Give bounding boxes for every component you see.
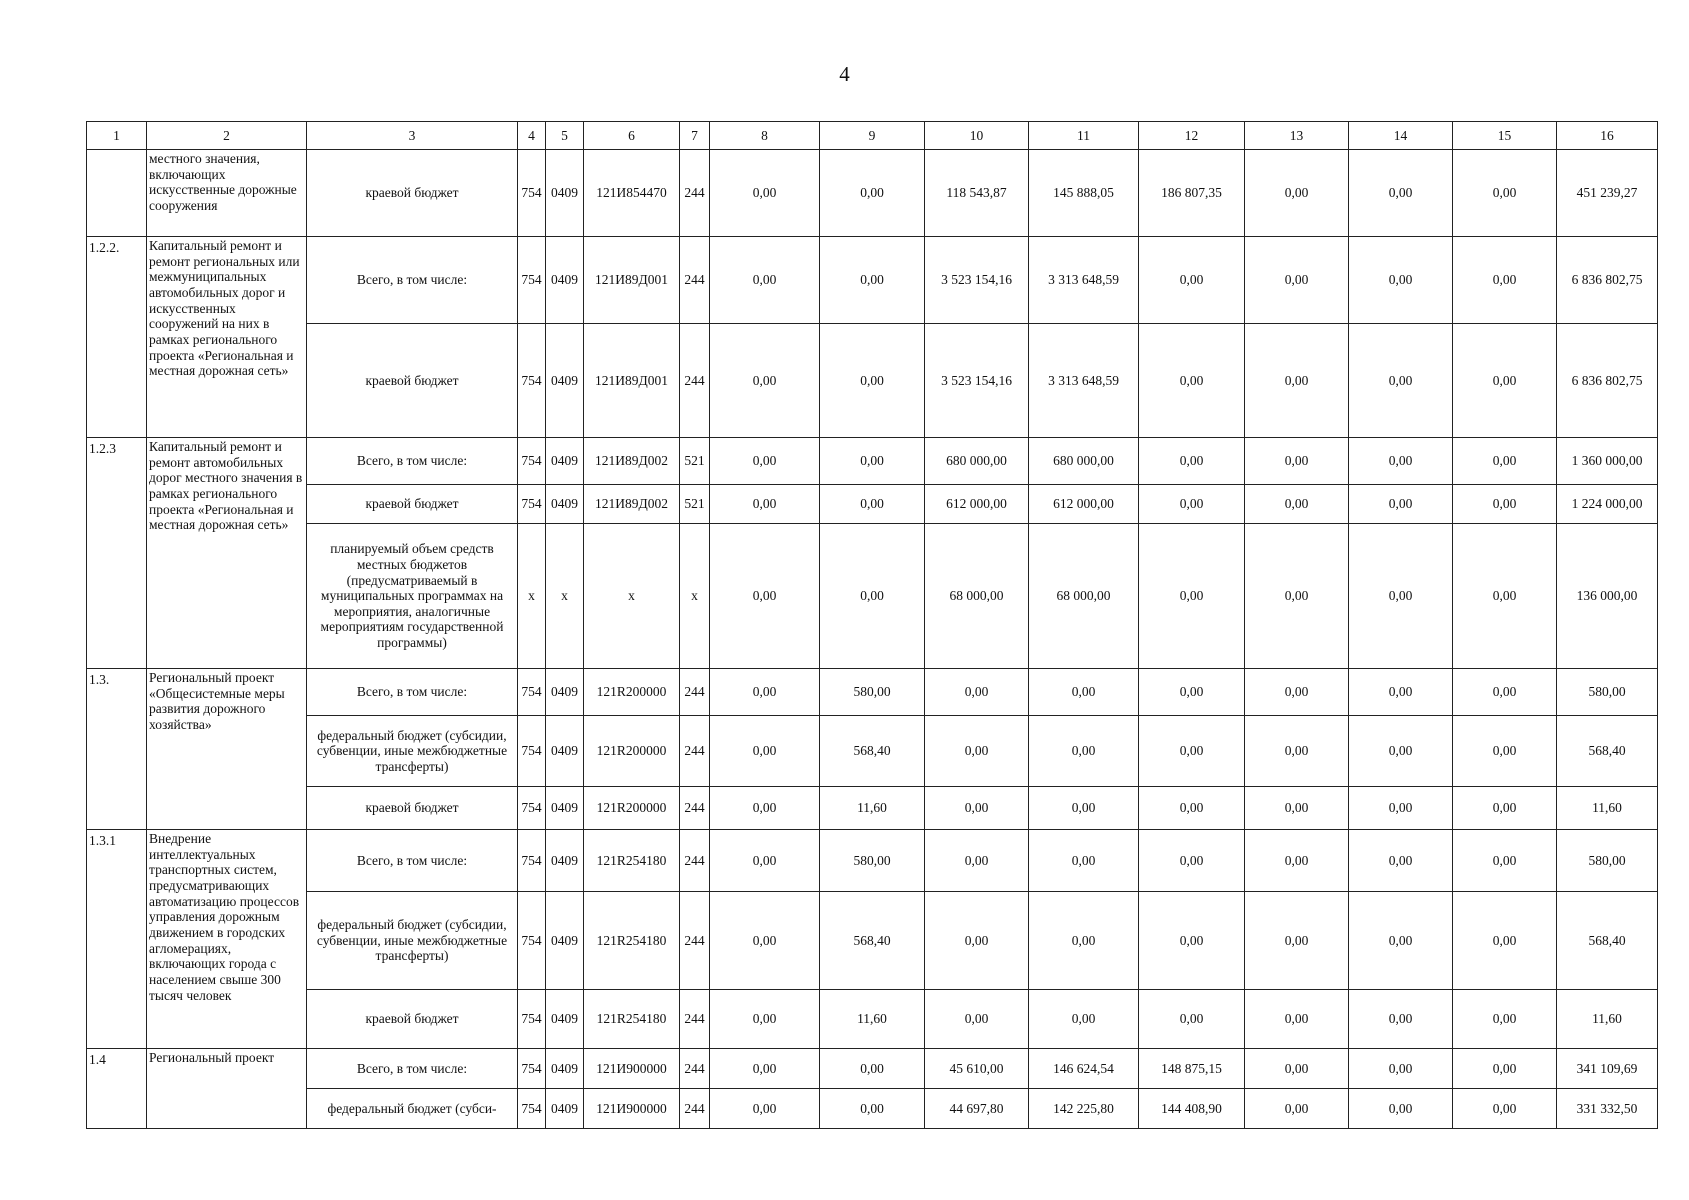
amount-cell: 0,00 [710, 892, 820, 990]
code-expense: 521 [680, 485, 710, 524]
page-number: 4 [839, 62, 850, 86]
code-expense: 244 [680, 787, 710, 830]
header-cell-6: 6 [584, 122, 680, 150]
code-admin: 754 [518, 237, 546, 324]
amount-cell: 0,00 [1029, 892, 1139, 990]
table-row [87, 892, 1658, 990]
amount-cell: 0,00 [1349, 716, 1453, 787]
amount-cell: 0,00 [1349, 669, 1453, 716]
code-expense: 244 [680, 716, 710, 787]
amount-cell: 148 875,15 [1139, 1049, 1245, 1089]
amount-cell: 0,00 [1139, 787, 1245, 830]
amount-cell: 0,00 [1245, 1089, 1349, 1129]
amount-cell: 0,00 [1245, 716, 1349, 787]
code-target: 121R254180 [584, 892, 680, 990]
amount-cell: 0,00 [820, 1089, 925, 1129]
amount-cell: 0,00 [1349, 892, 1453, 990]
code-admin: 754 [518, 150, 546, 237]
code-expense: 244 [680, 892, 710, 990]
funding-source: краевой бюджет [307, 990, 518, 1049]
code-section: 0409 [546, 716, 584, 787]
header-cell-1: 1 [87, 122, 147, 150]
code-section: 0409 [546, 892, 584, 990]
code-section: 0409 [546, 438, 584, 485]
header-cell-11: 11 [1029, 122, 1139, 150]
item-name: Капитальный ремонт и ремонт автомобильных дорог местного значения в рамках регионального проекта «Региональная и местная дорожная сеть» [147, 438, 307, 669]
table-row [87, 324, 1658, 438]
item-number: 1.4 [87, 1049, 147, 1129]
code-target: x [584, 524, 680, 669]
amount-cell: 0,00 [1453, 324, 1557, 438]
code-admin: 754 [518, 324, 546, 438]
amount-cell: 0,00 [710, 669, 820, 716]
amount-cell: 568,40 [820, 892, 925, 990]
item-number: 1.3.1 [87, 830, 147, 1049]
code-expense: 244 [680, 1089, 710, 1129]
table-row [87, 716, 1658, 787]
code-expense: 244 [680, 324, 710, 438]
amount-cell: 0,00 [1245, 438, 1349, 485]
amount-cell: 0,00 [1245, 324, 1349, 438]
amount-cell: 0,00 [1349, 150, 1453, 237]
amount-cell: 0,00 [1139, 990, 1245, 1049]
amount-cell: 451 239,27 [1557, 150, 1658, 237]
header-cell-7: 7 [680, 122, 710, 150]
amount-cell: 6 836 802,75 [1557, 237, 1658, 324]
amount-cell: 0,00 [925, 716, 1029, 787]
amount-cell: 0,00 [1453, 150, 1557, 237]
table-row [87, 830, 1658, 892]
amount-cell: 612 000,00 [925, 485, 1029, 524]
amount-cell: 0,00 [1349, 237, 1453, 324]
item-name: местного значения, включающих искусственные дорожные сооружения [147, 150, 307, 237]
amount-cell: 1 360 000,00 [1557, 438, 1658, 485]
amount-cell: 680 000,00 [925, 438, 1029, 485]
code-target: 121И900000 [584, 1089, 680, 1129]
amount-cell: 0,00 [1453, 669, 1557, 716]
header-cell-13: 13 [1245, 122, 1349, 150]
amount-cell: 186 807,35 [1139, 150, 1245, 237]
amount-cell: 0,00 [710, 716, 820, 787]
item-number: 1.2.3 [87, 438, 147, 669]
amount-cell: 0,00 [1453, 438, 1557, 485]
amount-cell: 0,00 [1139, 485, 1245, 524]
amount-cell: 0,00 [1453, 1089, 1557, 1129]
amount-cell: 0,00 [1453, 237, 1557, 324]
amount-cell: 68 000,00 [925, 524, 1029, 669]
code-target: 121И89Д001 [584, 237, 680, 324]
code-admin: 754 [518, 892, 546, 990]
amount-cell: 331 332,50 [1557, 1089, 1658, 1129]
code-section: 0409 [546, 830, 584, 892]
table-row [87, 438, 1658, 485]
amount-cell: 0,00 [710, 990, 820, 1049]
amount-cell: 0,00 [710, 1049, 820, 1089]
code-target: 121R254180 [584, 830, 680, 892]
header-cell-15: 15 [1453, 122, 1557, 150]
amount-cell: 0,00 [1139, 830, 1245, 892]
amount-cell: 0,00 [1139, 892, 1245, 990]
amount-cell: 11,60 [1557, 990, 1658, 1049]
amount-cell: 0,00 [925, 990, 1029, 1049]
funding-source: планируемый объем средств местных бюджетов (предусматриваемый в муниципальных программах на мероприятия, аналогичные мероприятиям государственной программы) [307, 524, 518, 669]
header-row [87, 122, 1658, 150]
amount-cell: 144 408,90 [1139, 1089, 1245, 1129]
code-section: 0409 [546, 787, 584, 830]
code-admin: 754 [518, 830, 546, 892]
header-cell-12: 12 [1139, 122, 1245, 150]
table-row [87, 1089, 1658, 1129]
amount-cell: 0,00 [820, 237, 925, 324]
amount-cell: 0,00 [1349, 1049, 1453, 1089]
amount-cell: 0,00 [1349, 485, 1453, 524]
amount-cell: 0,00 [1349, 438, 1453, 485]
code-section: x [546, 524, 584, 669]
code-section: 0409 [546, 1089, 584, 1129]
amount-cell: 0,00 [1453, 892, 1557, 990]
header-cell-8: 8 [710, 122, 820, 150]
amount-cell: 580,00 [1557, 830, 1658, 892]
amount-cell: 680 000,00 [1029, 438, 1139, 485]
item-number: 1.3. [87, 669, 147, 830]
amount-cell: 0,00 [1245, 669, 1349, 716]
amount-cell: 0,00 [1245, 1049, 1349, 1089]
amount-cell: 0,00 [710, 324, 820, 438]
funding-source: краевой бюджет [307, 150, 518, 237]
funding-source: федеральный бюджет (субсидии, субвенции, иные межбюджетные трансферты) [307, 892, 518, 990]
amount-cell: 0,00 [820, 150, 925, 237]
code-expense: 244 [680, 990, 710, 1049]
amount-cell: 44 697,80 [925, 1089, 1029, 1129]
amount-cell: 0,00 [1245, 524, 1349, 669]
amount-cell: 136 000,00 [1557, 524, 1658, 669]
amount-cell: 0,00 [1245, 787, 1349, 830]
code-section: 0409 [546, 237, 584, 324]
code-expense: 244 [680, 830, 710, 892]
header-cell-16: 16 [1557, 122, 1658, 150]
amount-cell: 0,00 [1245, 892, 1349, 990]
amount-cell: 0,00 [710, 787, 820, 830]
code-target: 121R200000 [584, 787, 680, 830]
amount-cell: 0,00 [1349, 524, 1453, 669]
amount-cell: 142 225,80 [1029, 1089, 1139, 1129]
amount-cell: 0,00 [710, 1089, 820, 1129]
code-admin: x [518, 524, 546, 669]
funding-source: федеральный бюджет (субсидии, субвенции, иные межбюджетные трансферты) [307, 716, 518, 787]
funding-source: Всего, в том числе: [307, 237, 518, 324]
amount-cell: 0,00 [1245, 990, 1349, 1049]
code-section: 0409 [546, 324, 584, 438]
amount-cell: 0,00 [1029, 830, 1139, 892]
amount-cell: 0,00 [1453, 716, 1557, 787]
amount-cell: 0,00 [1139, 438, 1245, 485]
code-expense: 244 [680, 237, 710, 324]
amount-cell: 0,00 [1453, 524, 1557, 669]
code-admin: 754 [518, 716, 546, 787]
amount-cell: 118 543,87 [925, 150, 1029, 237]
amount-cell: 0,00 [925, 787, 1029, 830]
amount-cell: 0,00 [1139, 324, 1245, 438]
header-cell-10: 10 [925, 122, 1029, 150]
item-number [87, 150, 147, 237]
amount-cell: 0,00 [1349, 787, 1453, 830]
table-row [87, 787, 1658, 830]
amount-cell: 0,00 [1029, 669, 1139, 716]
code-admin: 754 [518, 1049, 546, 1089]
code-target: 121И89Д001 [584, 324, 680, 438]
code-section: 0409 [546, 485, 584, 524]
code-admin: 754 [518, 438, 546, 485]
amount-cell: 0,00 [925, 892, 1029, 990]
item-name: Внедрение интеллектуальных транспортных систем, предусматривающих автоматизацию процессов управления дорожным движением в городских агломерациях, включающих города с населением свыше 300 тысяч человек [147, 830, 307, 1049]
amount-cell: 3 523 154,16 [925, 237, 1029, 324]
code-target: 121И89Д002 [584, 485, 680, 524]
amount-cell: 0,00 [1139, 716, 1245, 787]
amount-cell: 612 000,00 [1029, 485, 1139, 524]
funding-source: Всего, в том числе: [307, 669, 518, 716]
amount-cell: 1 224 000,00 [1557, 485, 1658, 524]
amount-cell: 0,00 [1245, 237, 1349, 324]
amount-cell: 11,60 [1557, 787, 1658, 830]
funding-source: Всего, в том числе: [307, 830, 518, 892]
funding-source: краевой бюджет [307, 787, 518, 830]
code-expense: x [680, 524, 710, 669]
header-cell-9: 9 [820, 122, 925, 150]
code-admin: 754 [518, 669, 546, 716]
code-target: 121И854470 [584, 150, 680, 237]
header-cell-5: 5 [546, 122, 584, 150]
funding-source: федеральный бюджет (субси- [307, 1089, 518, 1129]
amount-cell: 0,00 [1349, 1089, 1453, 1129]
amount-cell: 0,00 [1453, 787, 1557, 830]
item-name: Капитальный ремонт и ремонт региональных или межмуниципальных автомобильных дорог и искусственных сооружений на них в рамках регионального проекта «Региональная и местная дорожная сеть» [147, 237, 307, 438]
code-admin: 754 [518, 990, 546, 1049]
table-row [87, 237, 1658, 324]
item-name: Региональный проект «Общесистемные меры развития дорожного хозяйства» [147, 669, 307, 830]
code-target: 121R254180 [584, 990, 680, 1049]
amount-cell: 0,00 [710, 438, 820, 485]
amount-cell: 0,00 [820, 485, 925, 524]
amount-cell: 0,00 [1029, 716, 1139, 787]
amount-cell: 68 000,00 [1029, 524, 1139, 669]
amount-cell: 11,60 [820, 787, 925, 830]
amount-cell: 0,00 [710, 485, 820, 524]
amount-cell: 11,60 [820, 990, 925, 1049]
amount-cell: 341 109,69 [1557, 1049, 1658, 1089]
funding-source: краевой бюджет [307, 324, 518, 438]
amount-cell: 0,00 [1245, 830, 1349, 892]
code-target: 121И900000 [584, 1049, 680, 1089]
funding-source: краевой бюджет [307, 485, 518, 524]
amount-cell: 568,40 [1557, 716, 1658, 787]
amount-cell: 580,00 [820, 669, 925, 716]
code-section: 0409 [546, 150, 584, 237]
header-cell-14: 14 [1349, 122, 1453, 150]
table-row [87, 990, 1658, 1049]
table-row [87, 669, 1658, 716]
amount-cell: 0,00 [1245, 150, 1349, 237]
amount-cell: 0,00 [1139, 669, 1245, 716]
table-row [87, 485, 1658, 524]
amount-cell: 145 888,05 [1029, 150, 1139, 237]
amount-cell: 0,00 [820, 438, 925, 485]
header-cell-2: 2 [147, 122, 307, 150]
amount-cell: 0,00 [1349, 324, 1453, 438]
code-section: 0409 [546, 990, 584, 1049]
code-target: 121И89Д002 [584, 438, 680, 485]
amount-cell: 0,00 [710, 150, 820, 237]
amount-cell: 580,00 [820, 830, 925, 892]
amount-cell: 3 523 154,16 [925, 324, 1029, 438]
item-name: Региональный проект [147, 1049, 307, 1129]
amount-cell: 0,00 [1245, 485, 1349, 524]
code-admin: 754 [518, 485, 546, 524]
funding-source: Всего, в том числе: [307, 1049, 518, 1089]
amount-cell: 0,00 [1029, 787, 1139, 830]
amount-cell: 568,40 [820, 716, 925, 787]
amount-cell: 0,00 [1453, 830, 1557, 892]
amount-cell: 0,00 [820, 1049, 925, 1089]
amount-cell: 0,00 [820, 324, 925, 438]
code-target: 121R200000 [584, 716, 680, 787]
amount-cell: 3 313 648,59 [1029, 324, 1139, 438]
code-expense: 521 [680, 438, 710, 485]
code-target: 121R200000 [584, 669, 680, 716]
amount-cell: 0,00 [1139, 524, 1245, 669]
code-section: 0409 [546, 1049, 584, 1089]
amount-cell: 0,00 [1349, 990, 1453, 1049]
code-admin: 754 [518, 787, 546, 830]
budget-table [86, 121, 1658, 1129]
item-number: 1.2.2. [87, 237, 147, 438]
amount-cell: 0,00 [820, 524, 925, 669]
code-expense: 244 [680, 150, 710, 237]
amount-cell: 0,00 [1029, 990, 1139, 1049]
amount-cell: 6 836 802,75 [1557, 324, 1658, 438]
amount-cell: 0,00 [925, 830, 1029, 892]
table-row [87, 524, 1658, 669]
amount-cell: 45 610,00 [925, 1049, 1029, 1089]
amount-cell: 0,00 [1349, 830, 1453, 892]
header-cell-3: 3 [307, 122, 518, 150]
code-section: 0409 [546, 669, 584, 716]
code-expense: 244 [680, 1049, 710, 1089]
amount-cell: 0,00 [925, 669, 1029, 716]
amount-cell: 0,00 [710, 830, 820, 892]
table-row [87, 1049, 1658, 1089]
code-admin: 754 [518, 1089, 546, 1129]
header-cell-4: 4 [518, 122, 546, 150]
code-expense: 244 [680, 669, 710, 716]
amount-cell: 146 624,54 [1029, 1049, 1139, 1089]
amount-cell: 3 313 648,59 [1029, 237, 1139, 324]
amount-cell: 580,00 [1557, 669, 1658, 716]
funding-source: Всего, в том числе: [307, 438, 518, 485]
amount-cell: 0,00 [1453, 485, 1557, 524]
table-row [87, 150, 1658, 237]
amount-cell: 0,00 [1453, 1049, 1557, 1089]
amount-cell: 0,00 [710, 524, 820, 669]
amount-cell: 0,00 [1139, 237, 1245, 324]
amount-cell: 0,00 [1453, 990, 1557, 1049]
amount-cell: 0,00 [710, 237, 820, 324]
amount-cell: 568,40 [1557, 892, 1658, 990]
